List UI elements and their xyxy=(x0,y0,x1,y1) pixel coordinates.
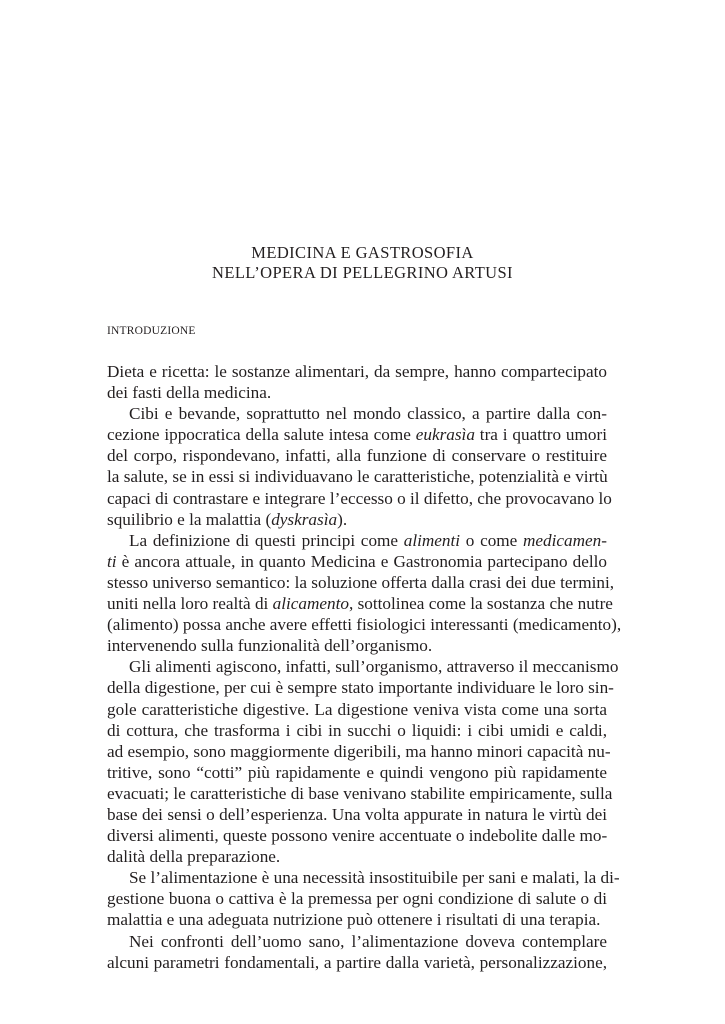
body-text xyxy=(107,361,622,973)
text-line xyxy=(107,867,620,888)
text-segment: Nei confronti dell’uomo sano, l’alimentazione doveva contemplare xyxy=(129,931,607,951)
text-segment: gole caratteristiche digestive. La digestione veniva vista come una sorta xyxy=(107,699,607,719)
text-segment: alcuni parametri fondamentali, a partire dalla varietà, personalizzazione, xyxy=(107,952,607,972)
text-segment: gestione buona o cattiva è la premessa per ogni condizione di salute o di xyxy=(107,889,607,909)
title-line-1: MEDICINA E GASTROSOFIA xyxy=(251,243,474,262)
text-segment: Cibi e bevande, soprattutto nel mondo classico, a partire dalla con- xyxy=(129,404,607,424)
text-segment: (alimento) possa anche avere effetti fisiologici interessanti (medicamento), xyxy=(107,615,622,635)
text-line xyxy=(107,888,607,909)
text-segment: cezione ippocratica della salute intesa come xyxy=(107,425,416,445)
text-segment: o come xyxy=(460,530,523,550)
text-line xyxy=(107,572,615,593)
text-line xyxy=(107,952,607,973)
text-line xyxy=(107,656,619,677)
text-segment: dei fasti della medicina. xyxy=(107,383,272,403)
text-segment: dalità della preparazione. xyxy=(107,847,281,867)
text-line xyxy=(107,804,607,825)
text-segment: intervenendo sulla funzionalità dell’organismo. xyxy=(107,636,433,656)
chapter-title xyxy=(0,243,725,283)
text-segment: La definizione di questi principi come xyxy=(129,530,404,550)
italic-term: ti xyxy=(107,551,117,571)
text-segment: uniti nella loro realtà di xyxy=(107,594,273,614)
text-line xyxy=(107,699,607,720)
text-segment: squilibrio e la malattia ( xyxy=(107,509,272,529)
text-segment: è ancora attuale, in quanto Medicina e Gastronomia partecipano dello xyxy=(116,551,607,571)
text-line xyxy=(107,762,607,783)
text-segment: della digestione, per cui è sempre stato importante individuare le loro sin- xyxy=(107,678,614,698)
text-line xyxy=(107,825,607,846)
text-segment: base dei sensi o dell’esperienza. Una volta appurate in natura le virtù dei xyxy=(107,804,607,824)
text-segment: diversi alimenti, queste possono venire accentuate o indebolite dalle mo- xyxy=(107,826,608,846)
text-line xyxy=(107,593,613,614)
text-segment: capaci di contrastare e integrare l’eccesso o il difetto, che provocavano lo xyxy=(107,488,612,508)
text-line xyxy=(107,720,607,741)
text-segment: tritive, sono “cotti” più rapidamente e quindi vengono più rapidamente xyxy=(107,762,607,782)
text-line xyxy=(107,909,607,930)
italic-term: eukrasìa xyxy=(415,425,475,445)
text-segment: la salute, se in essi si individuavano le caratteristiche, potenzialità e virtù xyxy=(107,467,608,487)
text-segment: del corpo, rispondevano, infatti, alla funzione di conservare o restituire xyxy=(107,446,607,466)
italic-term: dyskrasìa xyxy=(271,509,338,529)
text-segment: malattia e una adeguata nutrizione può ottenere i risultati di una terapia. xyxy=(107,910,601,930)
text-segment: Gli alimenti agiscono, infatti, sull’organismo, attraverso il meccanismo xyxy=(129,657,619,677)
italic-term: alimenti xyxy=(403,530,461,550)
text-segment: tra i quattro umori xyxy=(474,425,607,445)
title-line-2: NELL’OPERA DI PELLEGRINO ARTUSI xyxy=(212,263,513,282)
text-segment: ad esempio, sono maggiormente digeribili, ma hanno minori capacità nu- xyxy=(107,741,611,761)
text-line xyxy=(107,677,614,698)
text-line xyxy=(107,361,607,382)
text-line xyxy=(107,403,607,424)
text-segment: stesso universo semantico: la soluzione offerta dalla crasi dei due termini, xyxy=(107,572,615,592)
text-line xyxy=(107,635,607,656)
section-heading: INTRODUZIONE xyxy=(107,325,196,337)
text-segment: di cottura, che trasforma i cibi in succhi o liquidi: i cibi umidi e caldi, xyxy=(107,720,607,740)
text-line xyxy=(107,424,607,445)
text-line xyxy=(107,614,622,635)
italic-term: medicamen- xyxy=(523,530,607,550)
text-line xyxy=(107,445,607,466)
text-line xyxy=(107,931,607,952)
text-line xyxy=(107,466,607,487)
text-segment: ). xyxy=(337,509,348,529)
text-line xyxy=(107,382,607,403)
text-line xyxy=(107,530,607,551)
text-segment: Se l’alimentazione è una necessità insostituibile per sani e malati, la di- xyxy=(129,868,620,888)
text-line xyxy=(107,783,613,804)
text-line xyxy=(107,509,607,530)
text-line xyxy=(107,741,611,762)
text-segment: evacuati; le caratteristiche di base venivano stabilite empiricamente, sulla xyxy=(107,783,613,803)
text-segment: , sottolinea come la sostanza che nutre xyxy=(349,594,613,614)
italic-term: alicamento xyxy=(272,594,349,614)
text-line xyxy=(107,846,607,867)
text-line xyxy=(107,488,612,509)
text-line xyxy=(107,551,607,572)
text-segment: Dieta e ricetta: le sostanze alimentari, da sempre, hanno compartecipato xyxy=(107,362,607,381)
